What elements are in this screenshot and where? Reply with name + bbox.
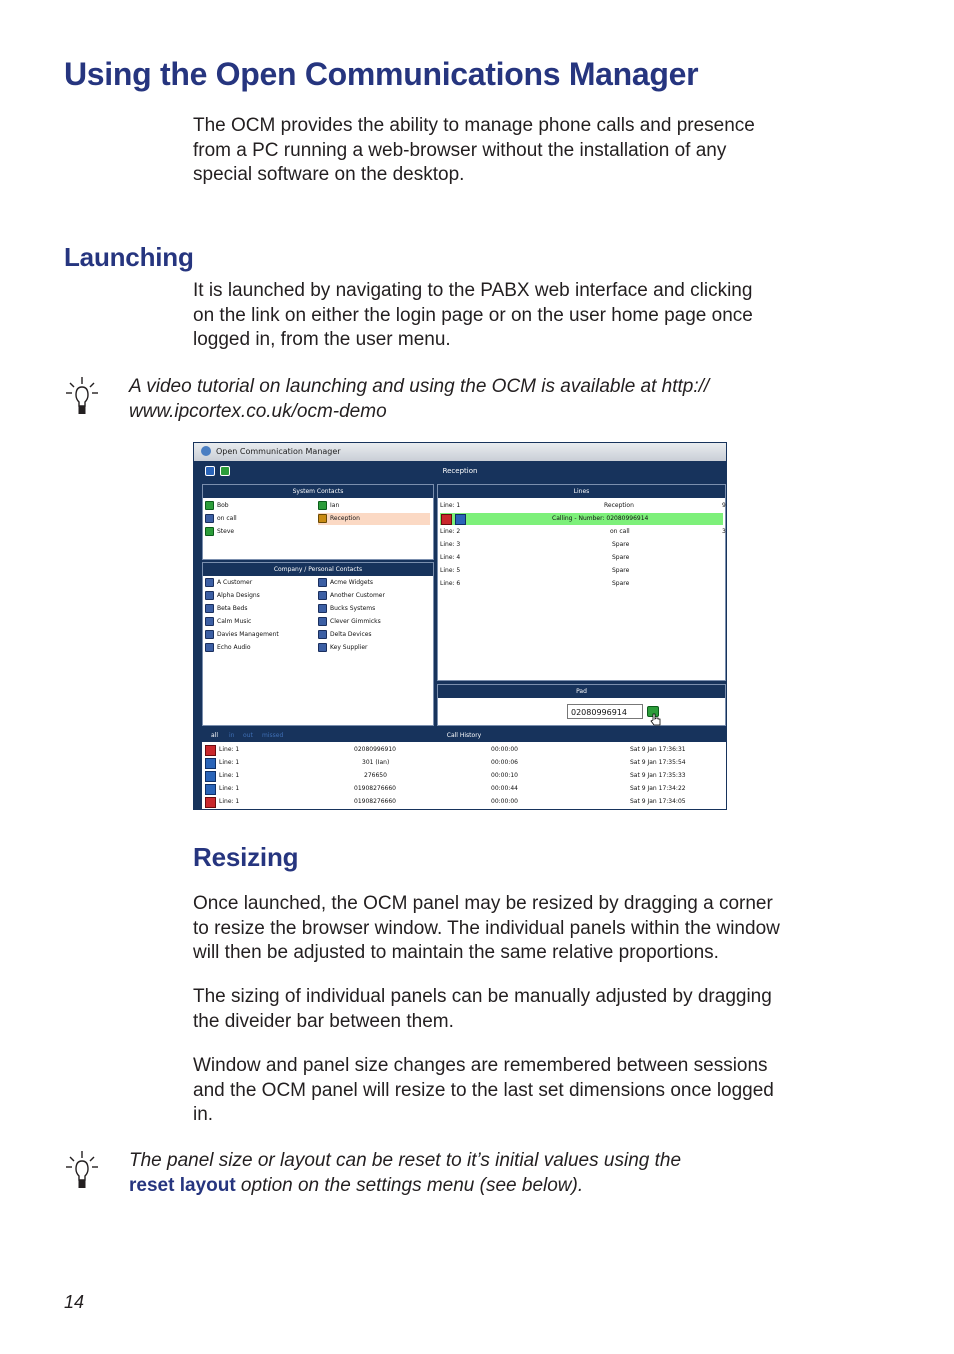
line-row[interactable]	[440, 526, 726, 538]
reset-layout-term: reset layout	[129, 1174, 236, 1196]
history-row[interactable]	[212, 769, 724, 782]
tab-missed[interactable]: missed	[262, 732, 284, 739]
line-status: Spare	[612, 580, 630, 587]
history-number: 01908276660	[354, 798, 396, 805]
launching-tip	[129, 375, 829, 424]
history-number: 01908276660	[354, 785, 396, 792]
text-line: special software on the desktop.	[193, 164, 465, 186]
contact-label: Bucks Systems	[330, 605, 376, 612]
ocm-screenshot	[193, 442, 727, 810]
text-line: option on the settings menu (see below).	[235, 1174, 584, 1196]
launching-paragraph	[193, 279, 853, 353]
contact-item[interactable]	[318, 629, 372, 641]
text-line: from a PC running a web-browser without the installation of any	[193, 139, 727, 161]
history-row[interactable]	[212, 795, 724, 808]
contact-item[interactable]	[205, 629, 279, 641]
dial-number-input[interactable]: 02080996914	[567, 704, 643, 719]
line-status: Reception	[604, 502, 634, 509]
contact-item[interactable]	[318, 603, 375, 615]
line-row[interactable]	[440, 539, 723, 551]
history-number: 276650	[364, 772, 387, 779]
keypad-icon	[318, 630, 327, 639]
keypad-icon	[205, 578, 214, 587]
page-number: 14	[64, 1292, 85, 1312]
history-time: Sat 9 Jan 17:34:22	[630, 785, 686, 792]
resizing-tip	[129, 1149, 829, 1198]
history-row[interactable]	[212, 743, 724, 756]
history-row[interactable]	[212, 756, 724, 769]
resizing-heading: Resizing	[193, 842, 299, 872]
top-bar	[194, 463, 726, 479]
keypad-icon	[318, 604, 327, 613]
keypad-icon	[318, 643, 327, 652]
keypad-icon	[318, 617, 327, 626]
line-row[interactable]	[440, 578, 723, 590]
text-line: Window and panel size changes are remembered between sessions	[193, 1055, 768, 1076]
keypad-icon	[205, 514, 214, 523]
launching-heading: Launching	[64, 242, 194, 272]
history-number: 301 (Ian)	[362, 759, 390, 766]
history-duration: 00:00:00	[491, 746, 518, 753]
contact-item[interactable]	[205, 603, 248, 615]
lightbulb-icon	[64, 1149, 100, 1193]
keypad-icon	[318, 578, 327, 587]
contact-label: Bob	[217, 502, 229, 509]
panel-header: System Contacts	[203, 485, 433, 498]
lines-panel	[437, 484, 726, 681]
lightbulb-icon	[64, 375, 100, 419]
line-status: on call	[610, 528, 630, 535]
contact-ian[interactable]	[318, 500, 339, 512]
hold-icon[interactable]	[455, 514, 466, 525]
contact-steve[interactable]	[205, 526, 234, 538]
missed-call-icon	[205, 797, 216, 808]
history-time: Sat 9 Jan 17:34:05	[630, 798, 686, 805]
panel-header: Company / Personal Contacts	[203, 563, 433, 576]
contact-item[interactable]	[205, 616, 251, 628]
line-status: Calling - Number: 02080996914	[552, 515, 649, 522]
contact-bob[interactable]	[205, 500, 229, 512]
keypad-icon	[205, 617, 214, 626]
keypad-icon	[205, 643, 214, 652]
contact-item[interactable]	[205, 577, 252, 589]
contact-label: A Customer	[217, 579, 253, 586]
text-line: Once launched, the OCM panel may be resized by dragging a corner	[193, 893, 773, 914]
contact-label: on call	[217, 515, 237, 522]
contact-label: Calm Music	[217, 618, 252, 625]
line-label: Line: 3	[440, 541, 461, 548]
line-row[interactable]	[440, 565, 723, 577]
text-line: will then be adjusted to maintain the same relative proportions.	[193, 942, 719, 964]
tab-all[interactable]: all	[211, 732, 219, 739]
line-extra: 3	[722, 528, 726, 535]
top-bar-label: Reception	[442, 467, 478, 475]
text-line: the diveider bar between them.	[193, 1010, 454, 1032]
history-duration: 00:00:44	[491, 785, 518, 792]
video-link[interactable]: www.ipcortex.co.uk/ocm-demo	[129, 400, 387, 422]
system-contacts-panel	[202, 484, 434, 560]
line-label: Line: 6	[440, 580, 461, 587]
history-line: Line: 1	[219, 746, 240, 753]
contact-label: Acme Widgets	[330, 579, 373, 586]
line-status: Spare	[612, 541, 630, 548]
text-line: The panel size or layout can be reset to it’s initial values using the	[129, 1150, 682, 1171]
call-history-header	[202, 730, 726, 742]
history-row[interactable]	[212, 782, 724, 795]
contact-item[interactable]	[318, 590, 385, 602]
text-line: and the OCM panel will resize to the last set dimensions once logged	[193, 1079, 774, 1101]
tab-in[interactable]: in	[229, 732, 235, 739]
user-icon	[318, 501, 327, 510]
line-label: Line: 2	[440, 528, 461, 535]
hangup-icon[interactable]	[441, 514, 452, 525]
history-time: Sat 9 Jan 17:36:31	[630, 746, 686, 753]
history-duration: 00:00:10	[491, 772, 518, 779]
resizing-paragraph-2	[193, 985, 893, 1034]
history-time: Sat 9 Jan 17:35:54	[630, 759, 686, 766]
line-row[interactable]	[440, 500, 726, 512]
contact-label: Reception	[330, 515, 360, 522]
contact-label: Alpha Designs	[217, 592, 260, 599]
contact-item[interactable]	[205, 590, 260, 602]
text-line: to resize the browser window. The individual panels within the window	[193, 917, 780, 939]
keypad-icon	[205, 630, 214, 639]
contact-label: Davies Management	[217, 631, 279, 638]
contact-label: Another Customer	[330, 592, 385, 599]
keypad-icon	[205, 591, 214, 600]
text-line: The OCM provides the ability to manage phone calls and presence	[193, 115, 755, 136]
text-line: logged in, from the user menu.	[193, 329, 451, 351]
history-line: Line: 1	[219, 759, 240, 766]
call-history-panel	[202, 742, 726, 810]
contact-reception[interactable]	[318, 513, 430, 525]
line-row[interactable]	[440, 552, 723, 564]
text-line: A video tutorial on launching and using the OCM is available at http://	[129, 376, 710, 397]
line-status: Spare	[612, 554, 630, 561]
call-icon	[205, 771, 216, 782]
intro-paragraph	[193, 114, 853, 188]
window-title: Open Communication Manager	[216, 447, 341, 456]
history-line: Line: 1	[219, 785, 240, 792]
keypad-icon	[318, 591, 327, 600]
history-time: Sat 9 Jan 17:35:33	[630, 772, 686, 779]
panel-header: Lines	[438, 485, 725, 498]
app-icon	[201, 446, 211, 456]
keypad-icon	[205, 604, 214, 613]
contact-label: Beta Beds	[217, 605, 248, 612]
text-line: It is launched by navigating to the PABX web interface and clicking	[193, 280, 753, 301]
user-icon	[205, 527, 214, 536]
tab-out[interactable]: out	[243, 732, 253, 739]
panel-header: Pad	[438, 685, 725, 698]
line-label: Line: 4	[440, 554, 461, 561]
text-line: in.	[193, 1104, 214, 1126]
page-title: Using the Open Communications Manager	[64, 56, 699, 92]
contact-label: Delta Devices	[330, 631, 372, 638]
text-line: on the link on either the login page or on the user home page once	[193, 304, 753, 326]
history-line: Line: 1	[219, 772, 240, 779]
line-extra: 9	[722, 502, 726, 509]
resizing-paragraph-3	[193, 1054, 893, 1128]
history-number: 02080996910	[354, 746, 396, 753]
company-contacts-panel	[202, 562, 434, 726]
contact-item[interactable]	[318, 616, 381, 628]
contact-on-call[interactable]	[205, 513, 237, 525]
contact-item[interactable]	[205, 642, 251, 654]
user-icon	[205, 501, 214, 510]
contact-item[interactable]	[318, 642, 368, 654]
contact-label: Ian	[330, 502, 340, 509]
history-duration: 00:00:06	[491, 759, 518, 766]
contact-label: Steve	[217, 528, 235, 535]
history-line: Line: 1	[219, 798, 240, 805]
call-icon	[205, 758, 216, 769]
user-busy-icon	[318, 514, 327, 523]
panel-header: Call History	[446, 732, 482, 739]
history-duration: 00:00:00	[491, 798, 518, 805]
missed-call-icon	[205, 745, 216, 756]
line-row-calling[interactable]	[440, 513, 723, 525]
line-status: Spare	[612, 567, 630, 574]
contact-item[interactable]	[318, 577, 373, 589]
text-line: The sizing of individual panels can be manually adjusted by dragging	[193, 986, 772, 1007]
contact-label: Clever Gimmicks	[330, 618, 381, 625]
call-icon	[205, 784, 216, 795]
contact-label: Echo Audio	[217, 644, 251, 651]
line-label: Line: 1	[440, 502, 461, 509]
resizing-paragraph-1	[193, 892, 893, 966]
contact-label: Key Supplier	[330, 644, 368, 651]
line-label: Line: 5	[440, 567, 461, 574]
window-titlebar	[194, 443, 726, 461]
hand-cursor-icon	[650, 713, 662, 727]
